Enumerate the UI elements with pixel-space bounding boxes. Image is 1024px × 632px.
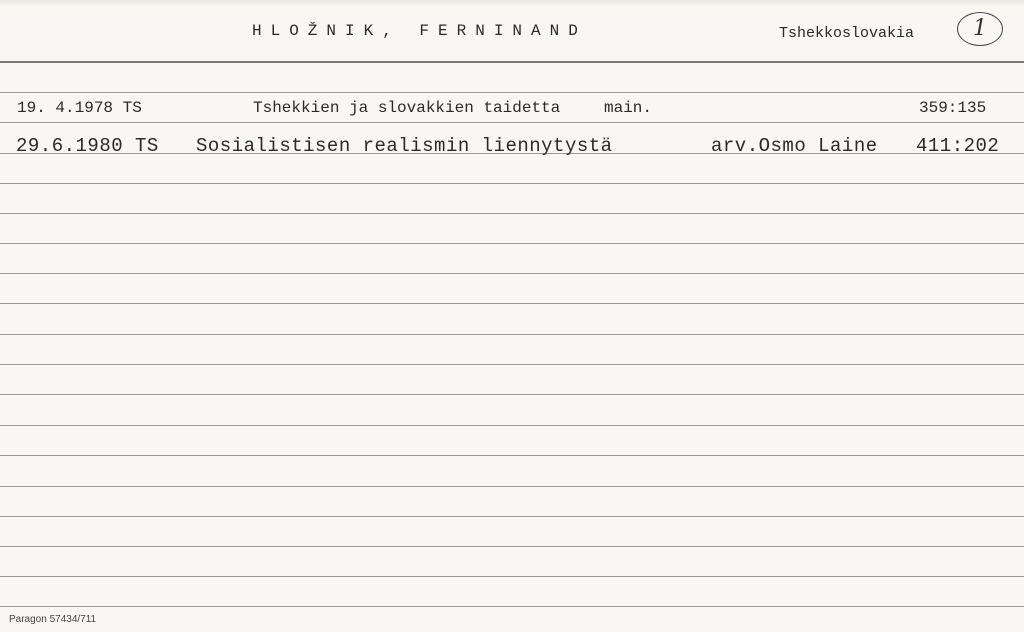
entry-title: Sosialistisen realismin liennytystä	[196, 135, 613, 157]
card-top-edge	[0, 0, 1024, 6]
ruled-line	[0, 364, 1024, 365]
ruled-line	[0, 394, 1024, 395]
ruled-line	[0, 122, 1024, 123]
ruled-line	[0, 243, 1024, 244]
ruled-line	[0, 273, 1024, 274]
ruled-line	[0, 546, 1024, 547]
ruled-line	[0, 576, 1024, 577]
card-heading-name: HLOŽNIK, FERNINAND	[252, 22, 587, 40]
entry-row	[0, 135, 1024, 157]
ruled-line	[0, 516, 1024, 517]
entry-date: 29.6.1980 TS	[16, 135, 159, 157]
entry-date: 19. 4.1978 TS	[17, 99, 142, 117]
ruled-line	[0, 183, 1024, 184]
ruled-line	[0, 455, 1024, 456]
entry-reference: 359:135	[919, 99, 987, 117]
entry-note: arv.Osmo Laine	[711, 135, 878, 157]
ruled-line	[0, 425, 1024, 426]
circled-card-number	[957, 12, 1003, 46]
entry-note: main.	[604, 99, 653, 117]
entry-title: Tshekkien ja slovakkien taidetta	[253, 99, 561, 117]
card-heading-country: Tshekkoslovakia	[779, 25, 915, 42]
entry-row	[0, 99, 1024, 121]
card-number-text: 1	[973, 16, 987, 41]
ruled-line	[0, 334, 1024, 335]
printer-mark: Paragon 57434/711	[9, 614, 97, 625]
ruled-line	[0, 213, 1024, 214]
entry-reference: 411:202	[916, 135, 1000, 157]
ruled-line	[0, 486, 1024, 487]
ruled-line	[0, 92, 1024, 93]
ruled-line	[0, 303, 1024, 304]
header-rule	[0, 61, 1024, 63]
ruled-line	[0, 606, 1024, 607]
